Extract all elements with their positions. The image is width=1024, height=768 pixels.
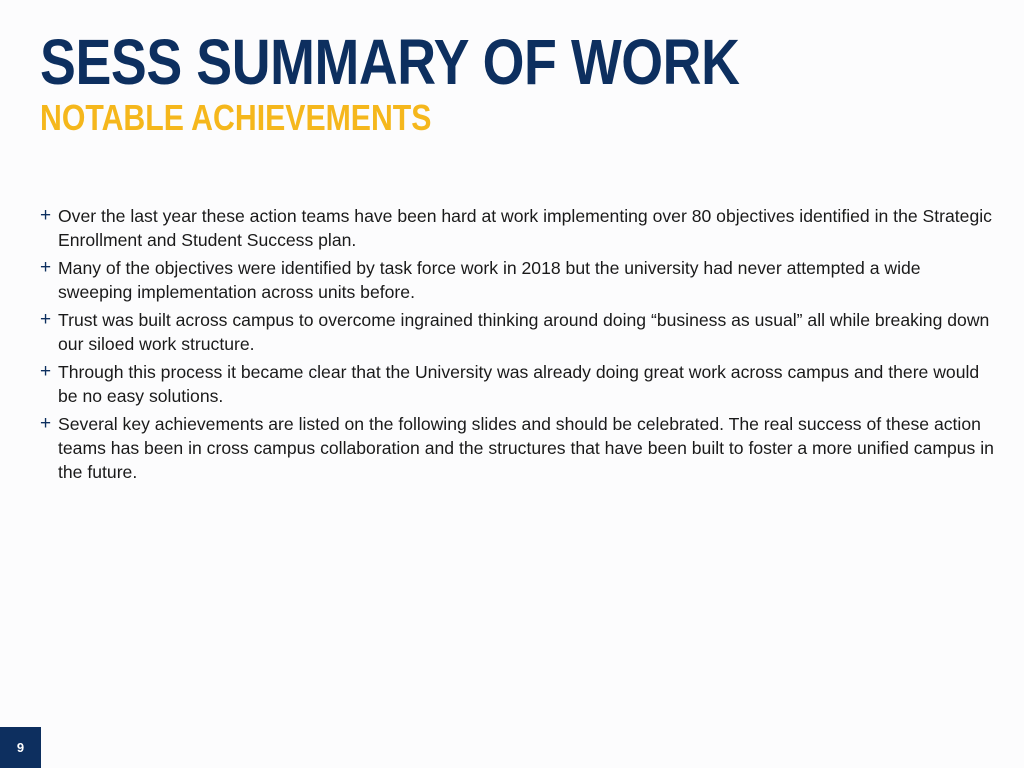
plus-bullet-icon: + (40, 309, 52, 330)
plus-bullet-icon: + (40, 413, 52, 434)
plus-bullet-icon: + (40, 257, 52, 278)
bullet-text: Trust was built across campus to overcome ingrained thinking around doing “business as usual” all while breaking down our siloed work structure. (58, 310, 990, 354)
slide-title: SESS SUMMARY OF WORK (40, 26, 740, 98)
bullet-text: Over the last year these action teams have been hard at work implementing over 80 objectives identified in the Strategic Enrollment and Student Success plan. (58, 206, 992, 250)
bullet-item (40, 204, 995, 252)
page-number-badge (0, 727, 41, 768)
bullet-text: Through this process it became clear that the University was already doing great work across campus and there would be no easy solutions. (58, 362, 980, 406)
bullet-item (40, 256, 995, 304)
bullet-list (40, 204, 995, 488)
page-number: 9 (16, 740, 25, 755)
bullet-item (40, 412, 995, 484)
bullet-item (40, 360, 995, 408)
bullet-item (40, 308, 995, 356)
bullet-text: Several key achievements are listed on the following slides and should be celebrated. The real success of these action teams has been in cross campus collaboration and the structures that have been built to foster a more unified campus in the future. (58, 414, 994, 482)
plus-bullet-icon: + (40, 205, 52, 226)
slide-subtitle: NOTABLE ACHIEVEMENTS (40, 97, 432, 138)
bullet-text: Many of the objectives were identified by task force work in 2018 but the university had never attempted a wide sweeping implementation across units before. (58, 258, 921, 302)
plus-bullet-icon: + (40, 361, 52, 382)
